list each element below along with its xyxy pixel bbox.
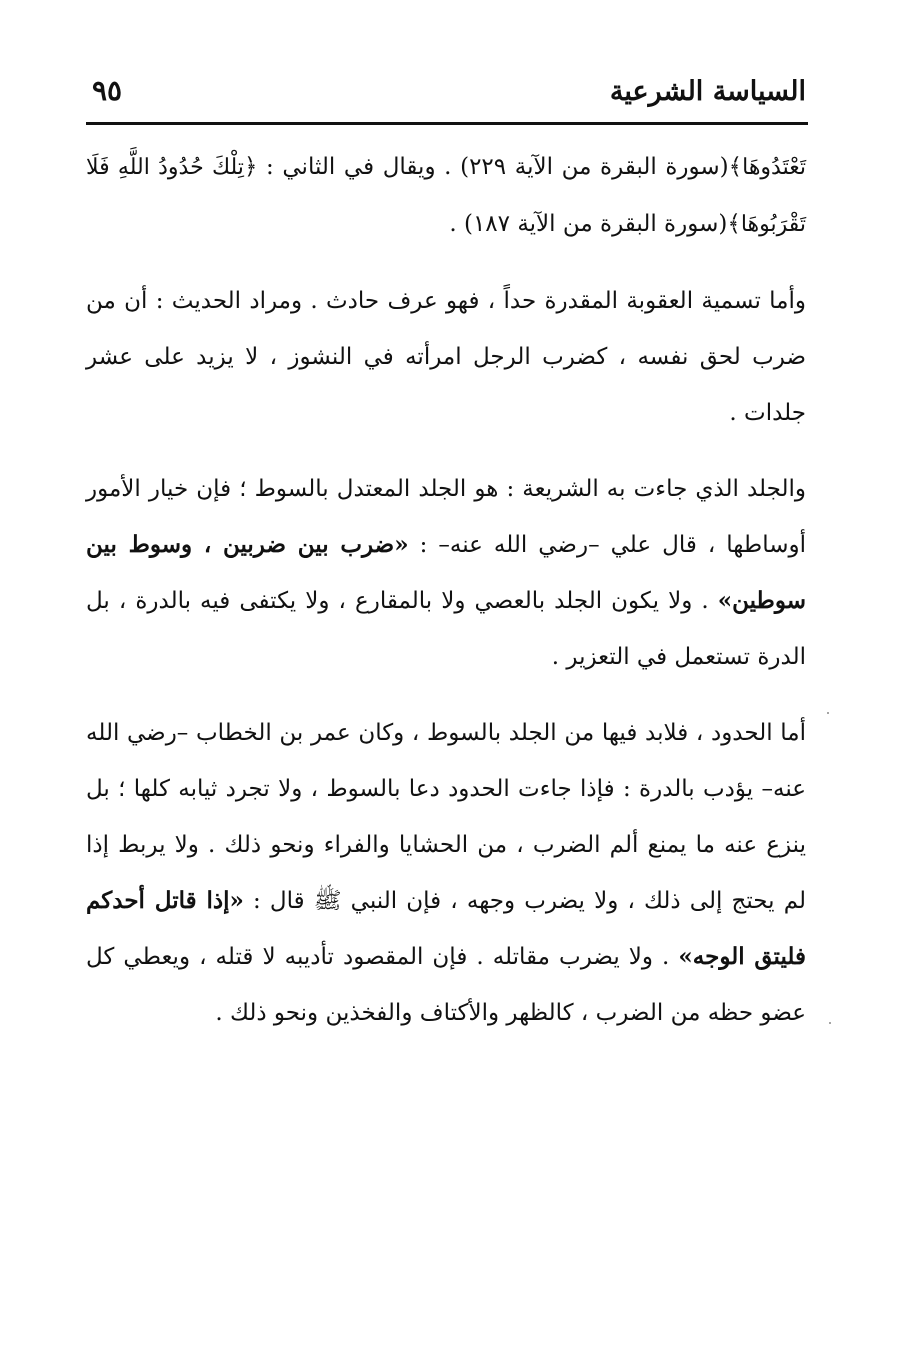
paragraph-text: . ولا يكون الجلد بالعصي ولا بالمقارع ، ولا يكتفى فيه بالدرة ، بل الدرة تستعمل في التعزير .	[86, 588, 806, 670]
ali-quote: «ضرب بين ضربين ، وسوط بين سوطين»	[86, 531, 806, 614]
surah-reference-1: ﴾(سورة البقرة من الآية ٢٢٩) . ويقال في الثاني : ﴿	[243, 154, 743, 180]
paragraph-text: والجلد الذي جاءت به الشريعة : هو الجلد المعتدل بالسوط ؛ فإن خيار الأمور أوساطها ، قال علي –رضي الله عنه– :	[86, 476, 806, 558]
quran-verse-fragment: تَعْتَدُوهَا	[742, 155, 806, 180]
paragraph-text: أما الحدود ، فلابد فيها من الجلد بالسوط ، وكان عمر بن الخطاب –رضي الله عنه– يؤدب بالدرة : فإذا جاءت الحدود دعا بالسوط ، ولا تجرد ثيابه كلها ؛ بل ينزع عنه ما يمنع ألم الضرب ، من الحشايا والفراء ونحو ذلك . ولا يربط إذا لم يحتج إلى ذلك ، ولا يضرب وجهه ، فإن النبي ﷺ قال :	[86, 720, 807, 914]
book-title: السياسة الشرعية	[609, 76, 806, 107]
surah-reference-2: ﴾(سورة البقرة من الآية ١٨٧) .	[449, 211, 741, 237]
paragraph-hudud-procedure	[86, 705, 806, 1041]
running-head	[86, 62, 806, 122]
quran-verse: تِلْكَ حُدُودُ اللَّهِ فَلَا تَقْرَبُوهَا	[86, 155, 806, 237]
paragraph-quran-references	[86, 139, 806, 253]
scan-speck	[829, 1022, 831, 1024]
book-page	[86, 62, 806, 1041]
paragraph-text: . ولا يضرب مقاتله . فإن المقصود تأديبه لا قتله ، ويعطي كل عضو حظه من الضرب ، كالظهر والأكتاف والفخذين ونحو ذلك .	[86, 944, 806, 1026]
paragraph-hadd-naming: وأما تسمية العقوبة المقدرة حداً ، فهو عرف حادث . ومراد الحديث : أن من ضرب لحق نفسه ، كضرب الرجل امرأته في النشوز ، لا يزيد على عشر جلدات .	[86, 288, 806, 426]
paragraph-lashing-method	[86, 461, 806, 685]
hadith-quote: «إذا قاتل أحدكم فليتق الوجه»	[86, 887, 806, 970]
page-number: ٩٥	[92, 74, 123, 107]
header-rule	[86, 122, 808, 125]
scan-speck	[827, 712, 829, 714]
